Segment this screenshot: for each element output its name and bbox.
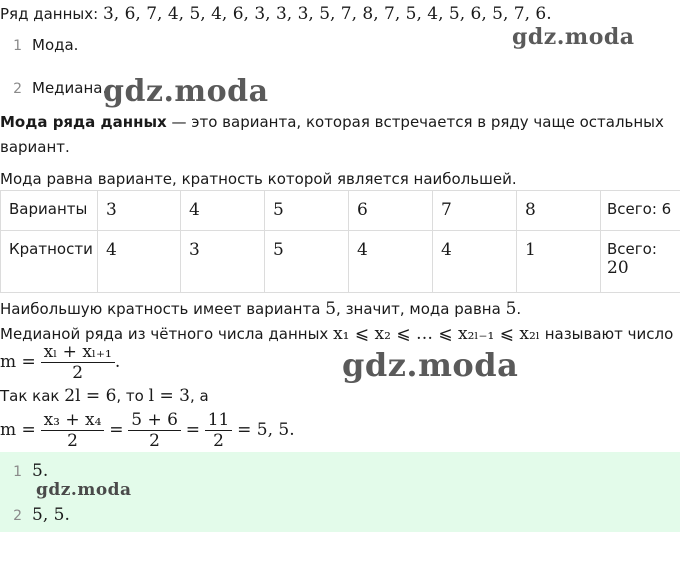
table-cell: 5 bbox=[265, 231, 349, 293]
question-number: 2 bbox=[13, 81, 22, 97]
table-cell: 8 bbox=[517, 191, 601, 231]
definition-term: Мода ряда данных bbox=[0, 113, 167, 131]
calc-fraction-3 bbox=[205, 410, 233, 451]
table-cell-label: Кратности bbox=[1, 231, 98, 293]
watermark: gdz.moda bbox=[342, 346, 519, 384]
since-text: , а bbox=[189, 387, 209, 405]
series-line bbox=[0, 4, 552, 24]
calc-fraction-2 bbox=[128, 410, 181, 451]
median-sequence: x₁ ⩽ x₂ ⩽ … ⩽ x₂ₗ₋₁ ⩽ x₂ₗ bbox=[333, 324, 540, 344]
table-cell: 4 bbox=[433, 231, 517, 293]
calc-m: m = bbox=[0, 420, 36, 440]
fraction-denominator: 2 bbox=[72, 363, 84, 383]
median-formula bbox=[0, 342, 120, 383]
mode-result-text: Наибольшую кратность имеет варианта bbox=[0, 300, 326, 318]
mode-definition bbox=[0, 110, 680, 160]
table-cell-total bbox=[601, 231, 680, 293]
table-cell: 4 bbox=[349, 231, 433, 293]
answer-2 bbox=[0, 505, 70, 525]
mode-result-value: 5 bbox=[325, 299, 337, 319]
answer-box bbox=[0, 452, 680, 532]
table-cell: 7 bbox=[433, 191, 517, 231]
table-cell: 3 bbox=[98, 191, 181, 231]
total-value: 20 bbox=[607, 258, 629, 278]
answer-text: 5, 5. bbox=[32, 505, 70, 525]
mode-result-text: . bbox=[516, 300, 522, 318]
formula-m: m = bbox=[0, 352, 36, 372]
table-cell: 4 bbox=[98, 231, 181, 293]
formula-tail: . bbox=[114, 352, 121, 372]
distribution-table bbox=[0, 190, 680, 293]
table-cell-label: Варианты bbox=[1, 191, 98, 231]
table-cell: 6 bbox=[349, 191, 433, 231]
fraction-numerator: 5 + 6 bbox=[128, 410, 181, 431]
series-values: 3, 6, 7, 4, 5, 4, 6, 3, 3, 3, 5, 7, 8, 7, 5, 4, 5, 6, 5, 7, 6. bbox=[102, 4, 552, 24]
series-label: Ряд данных: bbox=[0, 5, 99, 23]
answer-text: 5. bbox=[32, 461, 49, 481]
question-1 bbox=[0, 36, 78, 54]
table-cell: 3 bbox=[181, 231, 265, 293]
median-definition bbox=[0, 324, 673, 344]
median-calculation bbox=[0, 410, 295, 451]
since-eq: l = 3 bbox=[148, 386, 190, 406]
calc-equals: = bbox=[185, 420, 200, 440]
mode-result-text: , значит, мода равна bbox=[336, 300, 506, 318]
watermark: gdz.moda bbox=[36, 480, 132, 500]
mode-rule: Мода равна варианте, кратность которой является наибольшей. bbox=[0, 170, 517, 188]
question-text: Медиана. bbox=[32, 79, 108, 97]
median-fraction bbox=[41, 342, 115, 383]
since-eq: 2l = 6 bbox=[64, 386, 117, 406]
definition-text-cont: вариант. bbox=[0, 138, 70, 156]
mode-result bbox=[0, 299, 521, 319]
since-text: , то bbox=[116, 387, 149, 405]
median-def-text: Медианой ряда из чётного числа данных bbox=[0, 325, 334, 343]
median-def-text: называют число bbox=[539, 325, 674, 343]
table-row bbox=[1, 191, 680, 231]
answer-number: 1 bbox=[13, 464, 22, 480]
table-cell: 1 bbox=[517, 231, 601, 293]
table-row bbox=[1, 231, 680, 293]
question-number: 1 bbox=[13, 38, 22, 54]
watermark: gdz.moda bbox=[103, 74, 269, 109]
fraction-numerator: x₃ + x₄ bbox=[41, 410, 105, 431]
calc-equals: = bbox=[109, 420, 124, 440]
table-cell: 5 bbox=[265, 191, 349, 231]
fraction-denominator: 2 bbox=[213, 431, 224, 451]
since-text: Так как bbox=[0, 387, 65, 405]
fraction-denominator: 2 bbox=[67, 431, 78, 451]
mode-result-value: 5 bbox=[505, 299, 517, 319]
answer-number: 2 bbox=[13, 508, 22, 524]
calc-result: = 5, 5. bbox=[237, 420, 295, 440]
table-cell-total: Всего: 6 bbox=[601, 191, 680, 231]
total-label: Всего: bbox=[607, 240, 657, 258]
watermark: gdz.moda bbox=[512, 24, 635, 50]
question-2 bbox=[0, 79, 107, 97]
since-line bbox=[0, 386, 209, 406]
fraction-numerator: 11 bbox=[205, 410, 233, 431]
calc-fraction-1 bbox=[41, 410, 105, 451]
answer-1 bbox=[0, 461, 48, 481]
fraction-denominator: 2 bbox=[149, 431, 160, 451]
fraction-numerator: xₗ + xₗ₊₁ bbox=[41, 342, 115, 363]
question-text: Мода. bbox=[32, 36, 79, 54]
definition-text: — это варианта, которая встречается в ряду чаще остальных bbox=[166, 113, 664, 131]
table-cell: 4 bbox=[181, 191, 265, 231]
